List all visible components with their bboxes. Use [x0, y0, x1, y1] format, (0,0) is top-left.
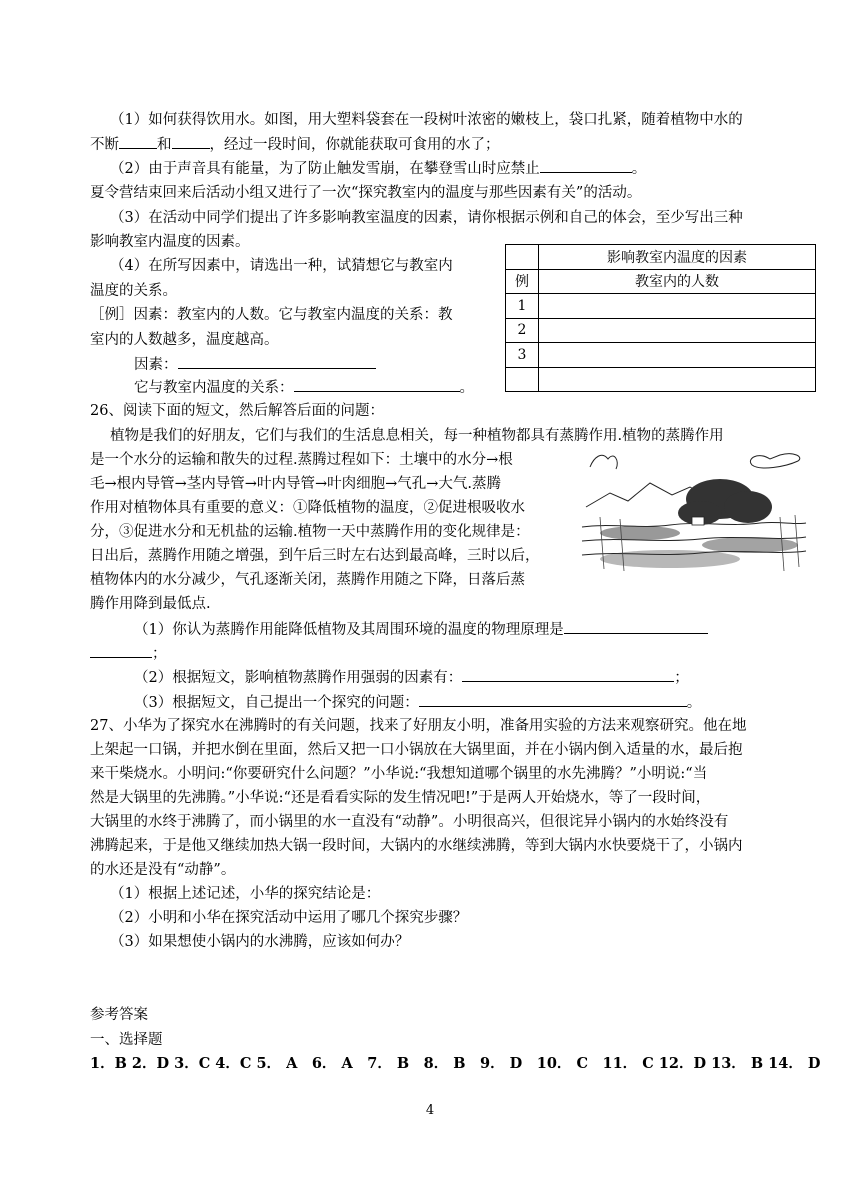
q26-question-2: （2）根据短文，影响植物蒸腾作用强弱的因素有： ； — [134, 667, 689, 688]
table-cell — [506, 367, 539, 392]
q25-part3-line2: 影响教室内温度的因素。 — [90, 234, 250, 250]
answer-blank[interactable] — [178, 354, 376, 369]
answer-blank[interactable] — [540, 158, 632, 173]
answer-blank[interactable] — [462, 667, 674, 682]
table-row — [506, 367, 816, 392]
q27-passage-line: 的水还是没有“动静”。 — [90, 862, 236, 878]
q27-passage-line: 上架起一口锅，并把水倒在里面，然后又把一口小锅放在大锅里面，并在小锅内倒入适量的水，最后抱 — [90, 742, 743, 758]
q26-question-1: （1）你认为蒸腾作用能降低植物及其周围环境的温度的物理原理是 — [134, 619, 708, 640]
q26-passage-line: 分，③促进水分和无机盐的运输.植物一天中蒸腾作用的变化规律是： — [90, 524, 530, 540]
answer-blank[interactable] — [119, 134, 157, 149]
q26-passage-line: 日出后，蒸腾作用随之增强，到午后三时左右达到最高峰，三时以后， — [90, 548, 540, 564]
q25-part3-line1: （3）在活动中同学们提出了许多影响教室温度的因素，请你根据示例和自己的体会，至少写出三种 — [110, 210, 743, 226]
q26-passage-line: 毛→根内导管→茎内导管→叶内导管→叶肉细胞→气孔→大气.蒸腾 — [90, 476, 502, 492]
q25-example-line2: 室内的人数越多，温度越高。 — [90, 332, 279, 348]
q26-title: 26、阅读下面的短文，然后解答后面的问题： — [90, 403, 384, 419]
table-cell: 例 — [506, 269, 539, 294]
q25-part4-line2: 温度的关系。 — [90, 283, 177, 299]
table-cell: 3 — [506, 343, 539, 368]
answer-blank[interactable] — [294, 377, 460, 392]
table-input-cell[interactable] — [539, 318, 816, 343]
q27-passage-line: 来干柴烧水。小明问:“你要研究什么问题？”小华说:“我想知道哪个锅里的水先沸腾？”小明说:“当 — [90, 766, 708, 782]
q26-passage-line: 植物是我们的好朋友，它们与我们的生活息息相关，每一种植物都具有蒸腾作用.植物的蒸腾作用 — [110, 428, 724, 444]
q25-part2: （2）由于声音具有能量，为了防止触发雪崩，在攀登雪山时应禁止 。 — [110, 158, 646, 179]
table-header: 影响教室内温度的因素 — [539, 245, 816, 270]
q25-summer-camp: 夏令营结束回来后活动小组又进行了一次“探究教室内的温度与那些因素有关”的活动。 — [90, 185, 642, 201]
q25-part4-line1: （4）在所写因素中，请选出一种，试猜想它与教室内 — [110, 258, 453, 274]
answer-blank[interactable] — [564, 619, 708, 634]
answer-blank[interactable] — [419, 692, 687, 707]
answer-blank[interactable] — [172, 134, 210, 149]
table-row — [506, 269, 816, 294]
q25-part1-line1: （1）如何获得饮用水。如图，用大塑料袋套在一段树叶浓密的嫩枝上，袋口扎紧，随着植物中水的 — [110, 112, 743, 128]
table-input-cell[interactable] — [539, 294, 816, 319]
q25-relation-line: 它与教室内温度的关系： 。 — [134, 377, 474, 398]
q25-part1-line2: 不断 和 ，经过一段时间，你就能获取可食用的水了； — [90, 134, 500, 155]
table-cell: 教室内的人数 — [539, 269, 816, 294]
q27-passage-line: 沸腾起来，于是他又继续加热大锅一段时间，大锅内的水继续沸腾，等到大锅内水快要烧干了，小锅内 — [90, 838, 743, 854]
q27-question-1: （1）根据上述记述，小华的探究结论是： — [110, 886, 381, 902]
table-input-cell[interactable] — [539, 343, 816, 368]
q26-passage-line: 植物体内的水分减少，气孔逐渐关闭，蒸腾作用随之下降，日落后蒸 — [90, 572, 525, 588]
q26-passage-line: 是一个水分的运输和散失的过程.蒸腾过程如下：土壤中的水分→根 — [90, 452, 513, 468]
q26-question-3: （3）根据短文，自己提出一个探究的问题： 。 — [134, 692, 701, 713]
q27-passage-line: 然是大锅里的先沸腾。”小华说:“还是看看实际的发生情况吧!”于是两人开始烧水，等了一段时间， — [90, 790, 711, 806]
answers-heading: 参考答案 — [90, 1007, 148, 1023]
q27-passage-line: 大锅里的水终于沸腾了，而小锅里的水一直没有“动静”。小明很高兴，但很诧异小锅内的水始终没有 — [90, 814, 729, 830]
answers-section: 一、选择题 — [90, 1032, 163, 1048]
q27-passage-line: 27、小华为了探究水在沸腾时的有关问题，找来了好朋友小明，准备用实验的方法来观察研究。他在地 — [90, 718, 747, 734]
table-row — [506, 294, 816, 319]
q25-factor-line: 因素： — [134, 354, 376, 375]
table-row — [506, 245, 816, 270]
q25-example-line1: ［例］因素：教室内的人数。它与教室内温度的关系：教 — [90, 307, 453, 323]
page-number: 4 — [425, 1103, 435, 1118]
table-row — [506, 343, 816, 368]
table-cell — [506, 245, 539, 270]
answer-blank[interactable] — [90, 643, 152, 658]
q27-question-2: （2）小明和小华在探究活动中运用了哪几个探究步骤？ — [110, 910, 468, 926]
answers-line: 1．B 2．D 3．C 4．C 5． A 6． A 7． B 8． B 9． D 10． C 11． C 12．D 13． B 14． D — [90, 1055, 821, 1072]
q27-question-3: （3）如果想使小锅内的水沸腾，应该如何办？ — [110, 934, 410, 950]
table-cell: 1 — [506, 294, 539, 319]
q26-question-1-cont: ； — [90, 643, 167, 664]
q26-passage-line: 作用对植物体具有重要的意义：①降低植物的温度，②促进根吸收水 — [90, 500, 525, 516]
table-cell: 2 — [506, 318, 539, 343]
table-input-cell[interactable] — [539, 367, 816, 392]
landscape-sketch-image — [580, 437, 808, 577]
q26-passage-line: 腾作用降到最低点. — [90, 596, 211, 612]
table-row — [506, 318, 816, 343]
factors-table — [505, 244, 816, 392]
